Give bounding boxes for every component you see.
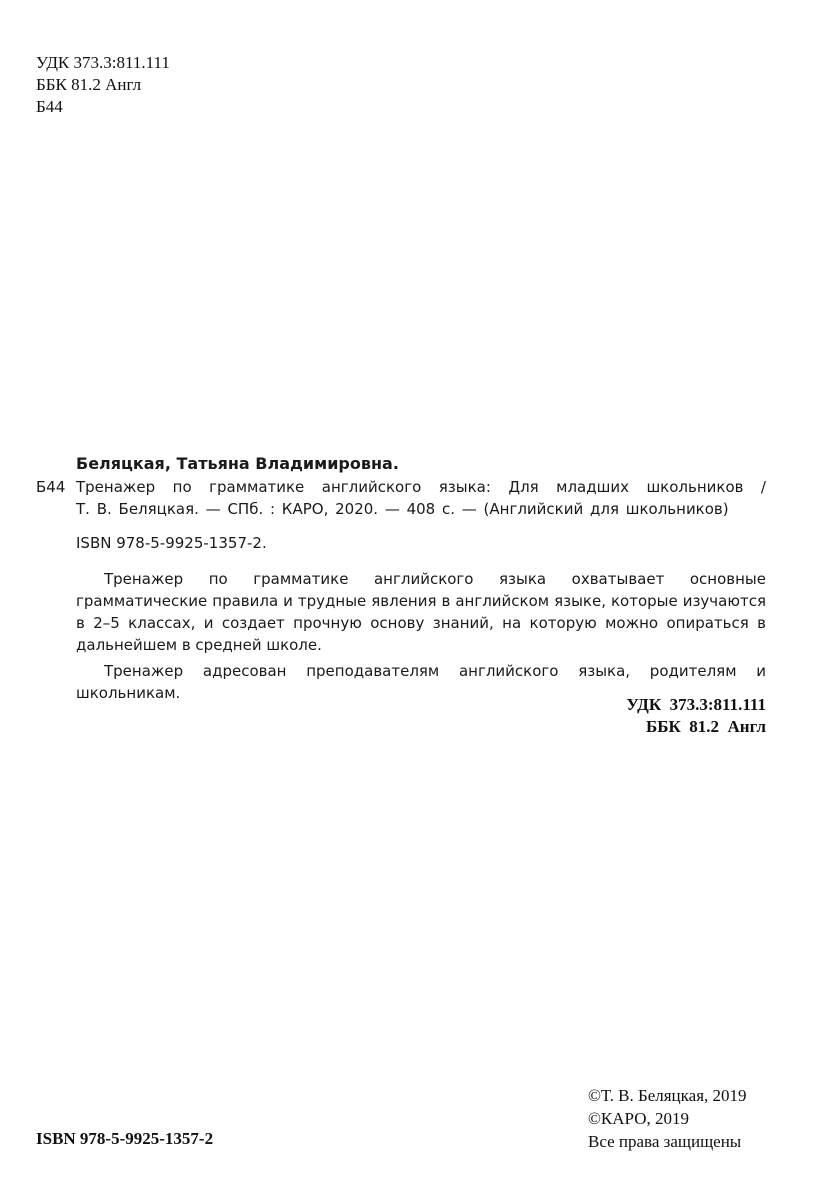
rights-reserved: Все права защищены <box>588 1132 742 1151</box>
entry-title-line: Тренажер по грамматике английского языка: Для младших школьников / <box>76 478 766 496</box>
classification-codes-top <box>36 52 170 118</box>
udk-code: УДК 373.3:811.111 <box>36 53 170 72</box>
copyright-publisher: ©КАРО, 2019 <box>588 1109 689 1128</box>
bbk-code-bold: ББК 81.2 Англ <box>645 717 766 736</box>
classification-codes-bottom <box>626 694 766 738</box>
copyright-block <box>588 1084 747 1153</box>
annotation-paragraph: Тренажер по грамматике английского языка охватывает основные грамматические правила и трудные явления в английском языке, которые изучаются в 2–5 классах, и создает прочную основу знаний, на которую можно опираться в дальнейшем в средней школе. <box>76 570 766 654</box>
copyright-author: ©Т. В. Беляцкая, 2019 <box>588 1086 747 1105</box>
udk-code-bold: УДК 373.3:811.111 <box>626 695 766 714</box>
entry-imprint-line: Т. В. Беляцкая. — СПб. : КАРО, 2020. — 408 с. — (Английский для школьников) <box>76 500 729 518</box>
isbn-bottom: ISBN 978-5-9925-1357-2 <box>36 1129 214 1148</box>
bbk-code: ББК 81.2 Англ <box>36 75 142 94</box>
author-mark: Б44 <box>36 97 63 116</box>
entry-description <box>76 476 766 520</box>
annotation <box>76 568 766 704</box>
author-heading: Беляцкая, Татьяна Владимировна. <box>76 454 399 473</box>
entry-isbn: ISBN 978-5-9925-1357-2. <box>76 534 267 552</box>
annotation-paragraph: Тренажер адресован преподавателям английского языка, родителям и школьникам. <box>76 662 766 702</box>
bibliographic-entry <box>36 476 766 520</box>
entry-author-mark: Б44 <box>36 478 66 496</box>
catalog-record <box>36 452 766 704</box>
